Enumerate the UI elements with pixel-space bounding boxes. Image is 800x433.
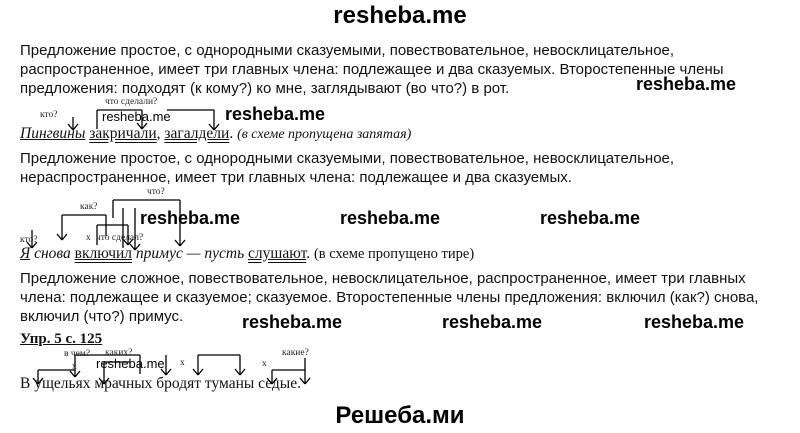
watermark: resheba.me xyxy=(140,208,241,228)
analysis-paragraph-3-line-3: включил (что?) примус. xyxy=(20,308,184,325)
watermark: resheba.me xyxy=(225,104,326,124)
analysis-paragraph-3-line-1: Предложение сложное, повествовательное, невосклицательное, распространенное, имеет три главных xyxy=(20,270,746,287)
scheme-note-2: (в схеме пропущено тире) xyxy=(313,246,475,262)
dash: — xyxy=(186,245,201,262)
site-footer: Решеба.ми xyxy=(335,402,465,429)
question-which-3: каких? xyxy=(105,348,133,358)
word-primus: примус xyxy=(135,245,183,262)
watermark: resheba.me xyxy=(340,208,441,228)
secondary-mark-x: x xyxy=(86,233,91,243)
analysis-paragraph-1-line-2: распространенное, имеет три главных члена: подлежащее и два сказуемых. Второстепенные члены xyxy=(20,61,724,78)
comma: , xyxy=(156,125,161,142)
question-what-did-2: что сделал? xyxy=(96,233,144,243)
analysis-paragraph-2-line-1: Предложение простое, с однородными сказуемыми, повествовательное, невосклицательное, xyxy=(20,150,675,167)
question-who-2: кто? xyxy=(20,235,38,245)
predicate-word-2: загалдели xyxy=(164,125,230,142)
question-how-2: как? xyxy=(80,202,98,212)
question-who-1: кто? xyxy=(40,110,58,120)
word-snova: снова xyxy=(34,245,71,262)
secondary-mark-x-3: x xyxy=(262,359,267,369)
period: . xyxy=(306,245,311,262)
question-in-what-3: в чем? xyxy=(64,349,91,359)
analysis-paragraph-1-line-3: предложения: подходят (к кому?) ко мне, заглядывают (во что?) в рот. xyxy=(20,80,510,97)
period: . xyxy=(229,125,234,142)
site-header: resheba.me xyxy=(333,2,467,29)
predicate-word-1: закричали xyxy=(89,125,157,142)
watermark: resheba.me xyxy=(96,356,165,371)
watermark: resheba.me xyxy=(242,312,343,332)
word-vklyuchil: включил xyxy=(74,245,133,262)
scheme-note-1: (в схеме пропущена запятая) xyxy=(237,127,412,142)
analysis-paragraph-2-line-2: нераспространенное, имеет три главных члена: подлежащее и два сказуемых. xyxy=(20,169,572,186)
secondary-mark-x-2: x xyxy=(180,358,185,368)
analysis-paragraph-1-line-1: Предложение простое, с однородными сказуемыми, повествовательное, невосклицательное, xyxy=(20,42,675,59)
question-what-2: что? xyxy=(147,187,165,197)
word-slushayut: слушают xyxy=(248,245,307,262)
word-pust: пусть xyxy=(204,245,245,262)
watermark: resheba.me xyxy=(442,312,543,332)
question-which-pl-3: какие? xyxy=(282,348,309,358)
secondary-mark-x-1: x xyxy=(72,362,77,372)
word-ya: Я xyxy=(20,245,31,262)
analysis-paragraph-3-line-2: члена: подлежащее и сказуемое; сказуемое. Второстепенные члены предложения: включил (как?) снова, xyxy=(20,289,759,306)
question-what-did-1: что сделали? xyxy=(105,97,158,107)
watermark: resheba.me xyxy=(102,109,171,124)
watermark: resheba.me xyxy=(636,74,737,94)
subject-word: Пингвины xyxy=(20,125,86,142)
sentence-3: В ущельях мрачных бродят туманы седые. xyxy=(20,375,301,392)
watermark: resheba.me xyxy=(644,312,745,332)
watermark: resheba.me xyxy=(540,208,641,228)
exercise-title: Упр. 5 с. 125 xyxy=(20,331,103,347)
